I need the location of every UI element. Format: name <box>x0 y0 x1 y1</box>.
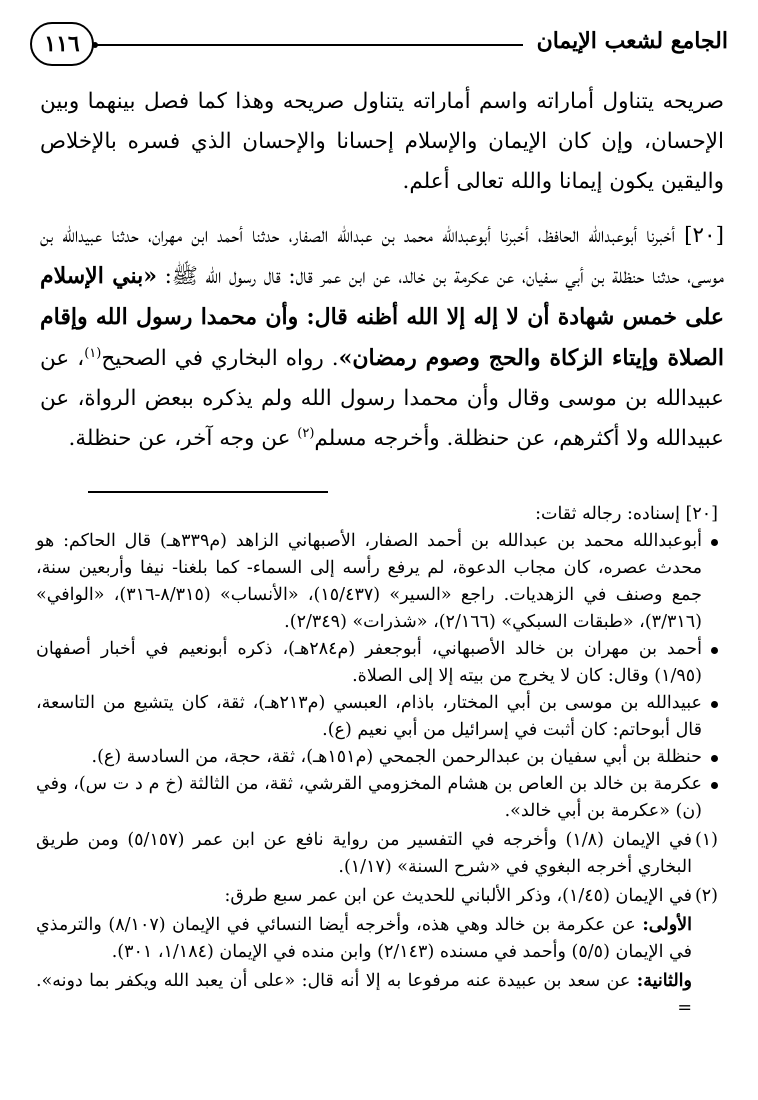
footnote-separator <box>88 491 328 493</box>
narrator-item <box>36 636 718 690</box>
footnote-text: في الإيمان (١/٤٥)، وذكر الألباني للحديث عن ابن عمر سبع طرق: <box>224 886 692 906</box>
footnote-text: في الإيمان (١/٨) وأخرجه في التفسير من رواية نافع عن ابن عمر (٥/١٥٧) ومن طريق البخاري أخرجه البغوي في «شرح السنة» (١/١٧). <box>36 830 692 877</box>
footnote-number: (٢) <box>694 886 718 906</box>
footnotes-section <box>36 501 718 1022</box>
narrator-text: حنظلة بن أبي سفيان بن عبدالرحمن الجمحي (م١٥١هـ)، ثقة، حجة، من السادسة (ع). <box>91 747 702 767</box>
main-text <box>40 82 724 459</box>
narrator-text: عبيدالله بن موسى بن أبي المختار، باذام، العبسي (م٢١٣هـ)، ثقة، كان يتشيع من التاسعة، قال أبوحاتم: كان أثبت في إسرائيل من أبي نعيم (ع). <box>36 693 702 740</box>
hadith-ending: عن وجه آخر، عن حنظلة. <box>68 426 298 451</box>
route-label: والثانية: <box>636 971 692 991</box>
hadith-matn: «بني الإسلام على خمس شهادة أن لا إله إلا الله أظنه قال: وأن محمدا رسول الله وإقام الصلاة وإيتاء الزكاة والحج وصوم رمضان» <box>40 263 725 371</box>
running-title: الجامع لشعب الإيمان <box>536 28 728 54</box>
paragraph-intro: صريحه يتناول أماراته واسم أماراته يتناول صريحه وهذا كما فصل بينهما وبين الإحسان، وإن كان الإيمان والإسلام إحسانا والإحسان الذي فسره بالإخلاص واليقين يكون إيمانا والله تعالى أعلم. <box>40 89 724 194</box>
bullet-icon <box>711 782 718 789</box>
header-rule <box>94 44 523 46</box>
page-header <box>30 22 728 70</box>
bullet-icon <box>711 539 718 546</box>
narrator-text: عكرمة بن خالد بن العاص بن هشام المخزومي القرشي، ثقة، من الثالثة (خ م د ت س)، وفي (ن) «عكرمة بن أبي خالد». <box>36 774 702 821</box>
paragraph-gap <box>40 202 724 216</box>
route-label: الأولى: <box>642 915 692 935</box>
bullet-icon <box>711 647 718 654</box>
isnad-heading: [٢٠] إسناده: رجاله ثقات: <box>535 504 718 524</box>
bullet-icon <box>711 755 718 762</box>
hadith-source: . رواه البخاري في الصحيح <box>101 346 339 371</box>
route-item <box>36 968 718 1022</box>
narrator-text: أحمد بن مهران بن خالد الأصبهاني، أبوجعفر (م٢٨٤هـ)، ذكره أبونعيم في أخبار أصفهان (١/٩٥) وقال: كان لا يخرج من بيته إلا إلى الصلاة. <box>36 639 702 686</box>
footnote-ref-1[interactable]: (١) <box>84 345 102 361</box>
hadith-isnad: [٢٠] أخبرنا أبوعبدالله الحافظ، أخبرنا أبوعبدالله محمد بن عبدالله الصفار، حدثنا أحمد ابن مهران، حدثنا عبيدالله بن موسى، حدثنا حنظلة بن أبي سفيان، عن عكرمة بن خالد، عن ابن عمر قال: قال رسول الله ﷺ: <box>40 223 724 289</box>
footnote-number: (١) <box>694 830 718 850</box>
footnote-2 <box>36 883 718 910</box>
hadith-comment: ، عن عبيدالله بن موسى وقال وأن محمدا رسول الله ولم يذكره ببعض الرواة، عن عبيدالله ولا أكثرهم، عن حنظلة. وأخرجه مسلم <box>40 346 724 451</box>
narrator-item <box>36 528 718 636</box>
narrator-item <box>36 744 718 771</box>
footnote-1 <box>36 827 718 881</box>
route-text: عن سعد بن عبيدة عنه مرفوعا به إلا أنه قال: «على أن يعبد الله ويكفر بما دونه». = <box>36 971 692 1018</box>
bullet-icon <box>711 701 718 708</box>
page-number: ١١٦ <box>30 22 94 66</box>
narrator-item <box>36 690 718 744</box>
narrator-item <box>36 771 718 825</box>
footnote-ref-2[interactable]: (٢) <box>297 425 315 441</box>
paragraph-hadith <box>40 216 724 459</box>
route-item <box>36 912 718 966</box>
narrator-text: أبوعبدالله محمد بن عبدالله بن أحمد الصفار، الأصبهاني الزاهد (م٣٣٩هـ) قال الحاكم: هو محدث عصره، كان مجاب الدعوة، لم يرفع رأسه إلى السماء- كما بلغنا- نيفا وأربعين سنة، جمع وصنف في الزهديات. راجع «السير» (١٥/٤٣٧)، «الأنساب» (٨/٣١٥-٣١٦)، «الوافي» (٣/٣١٦)، «طبقات السبكي» (٢/١٦٦)، «شذرات» (٢/٣٤٩). <box>36 531 703 632</box>
route-text: عن عكرمة بن خالد وهي هذه، وأخرجه أيضا النسائي في الإيمان (٨/١٠٧) والترمذي في الإيمان (٥/٥) وأحمد في مسنده (٢/١٤٣) وابن منده في الإيمان (١/١٨٤، ٣٠١). <box>36 915 692 962</box>
